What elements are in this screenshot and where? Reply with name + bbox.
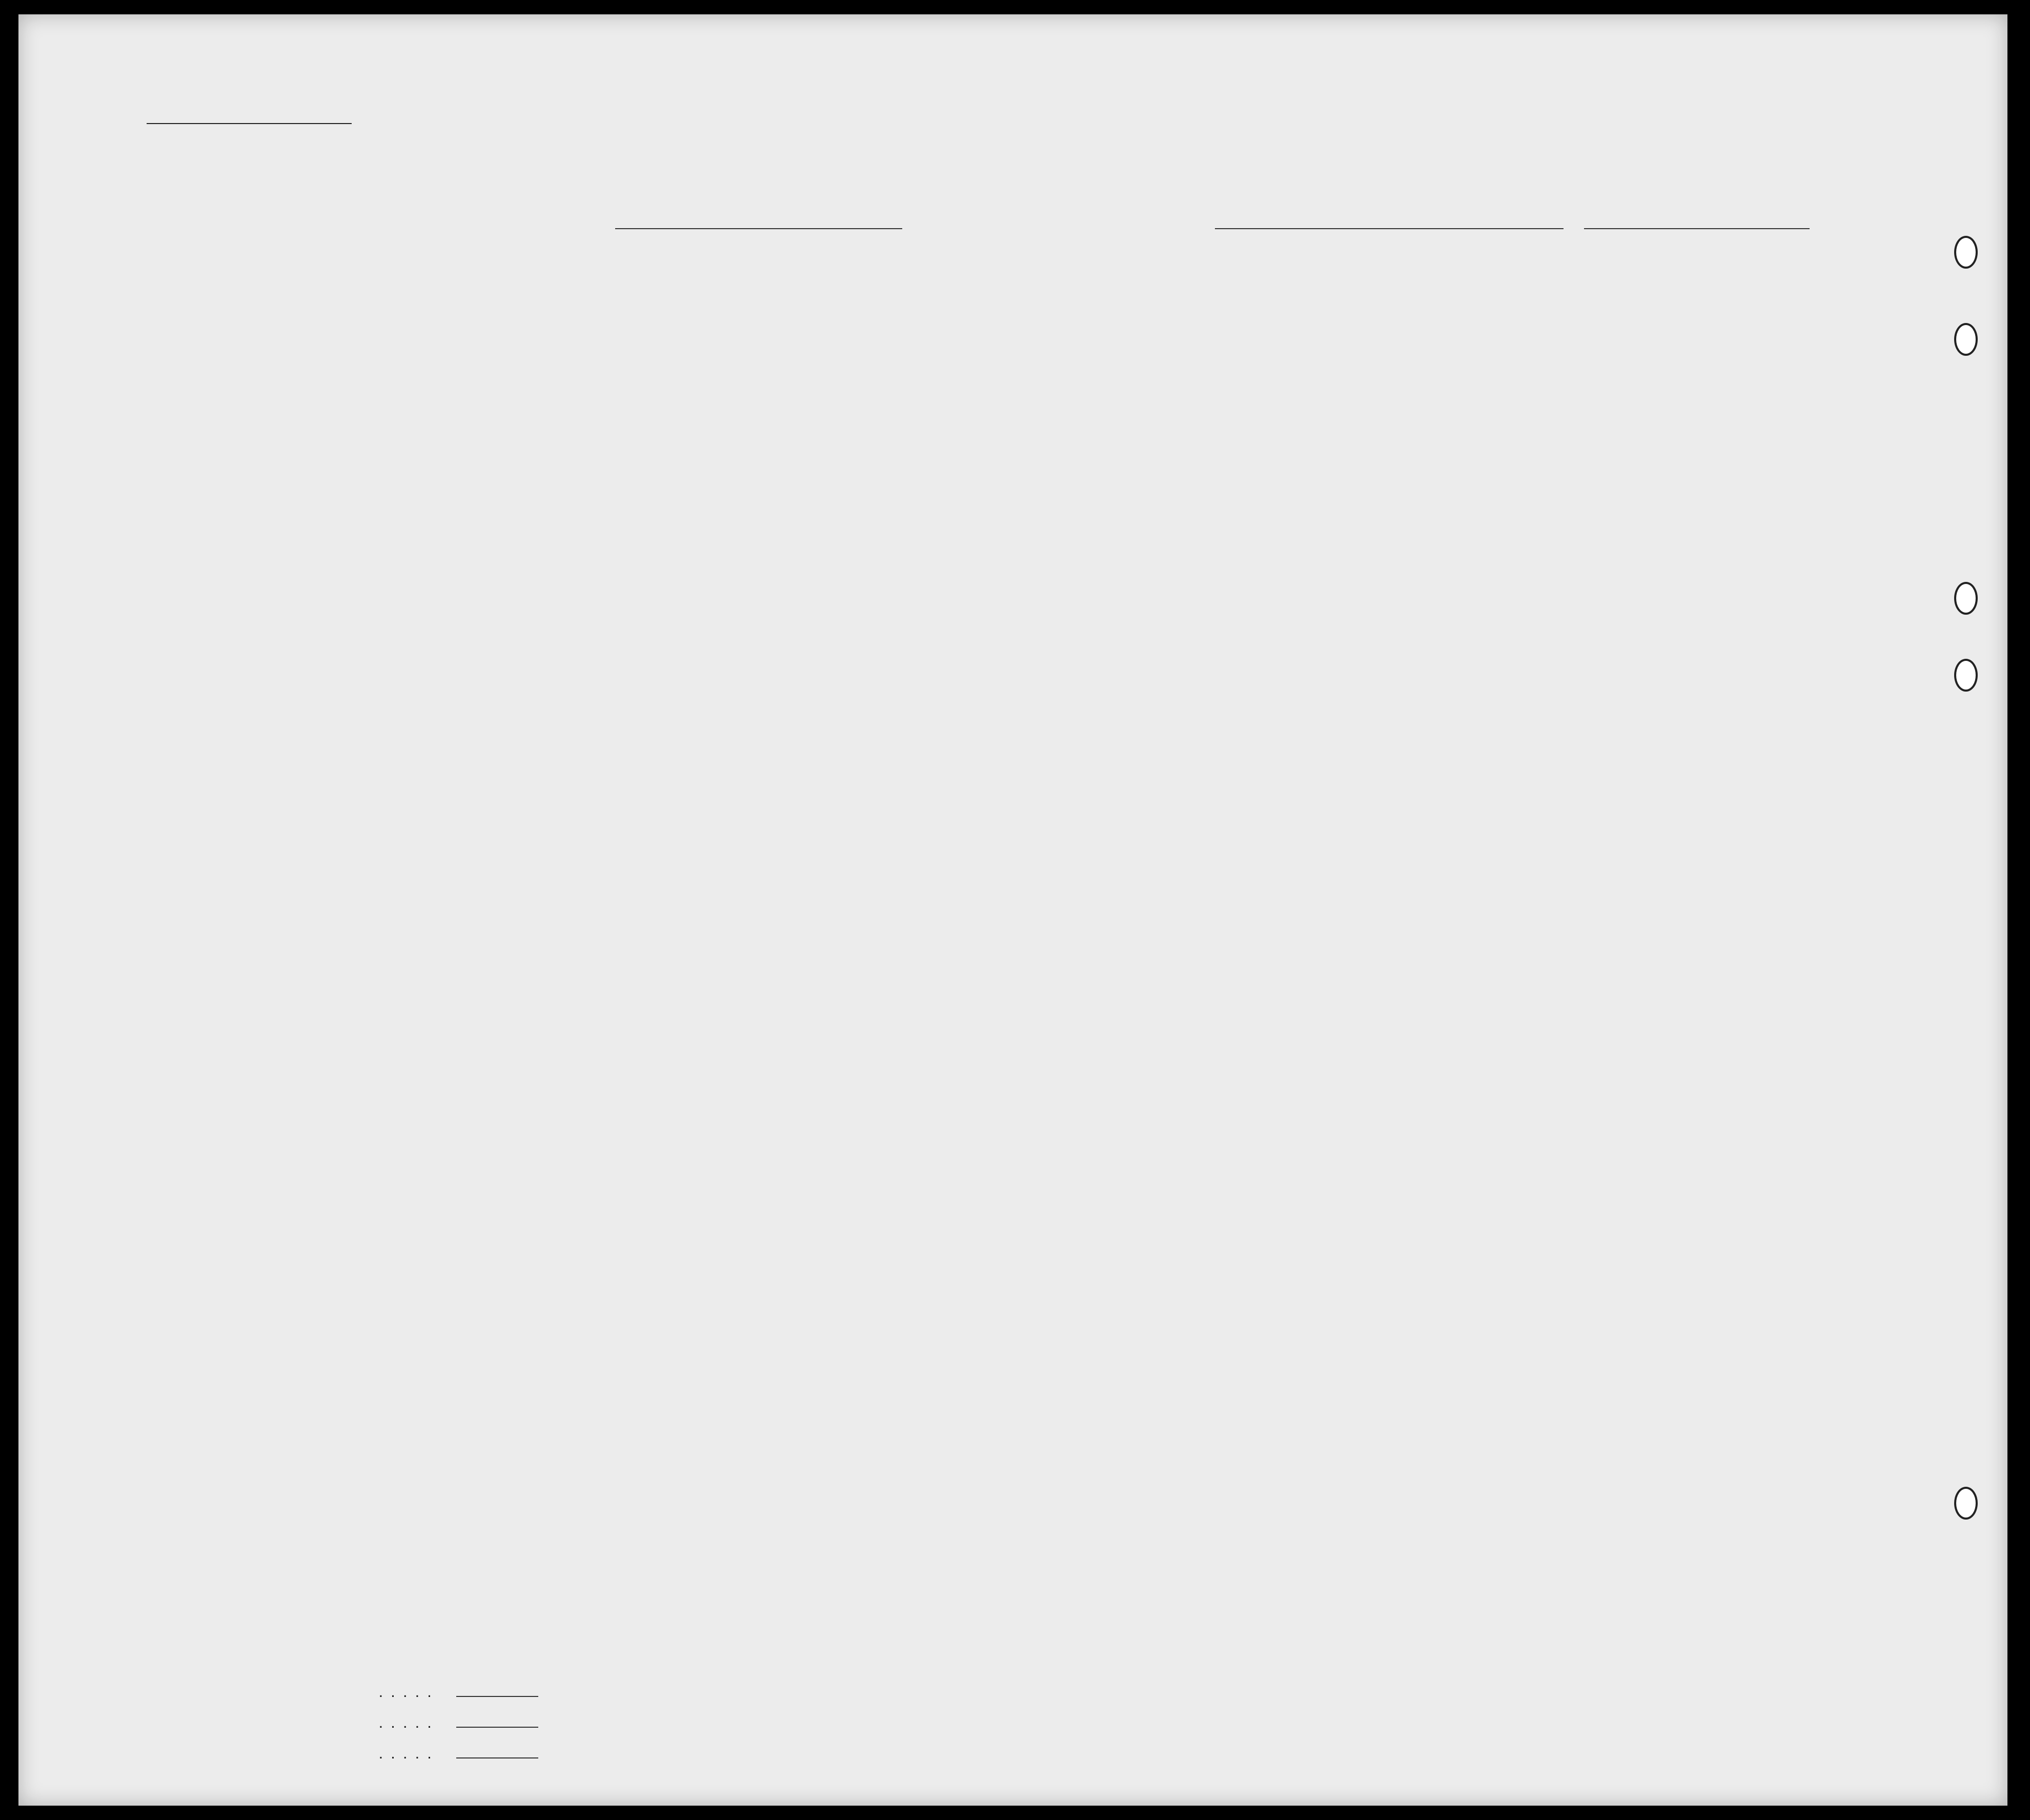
punch-hole xyxy=(1954,582,1978,615)
us-citizens-value xyxy=(456,1727,538,1728)
total-passengers-row: . . . . . xyxy=(226,1688,538,1700)
punch-hole xyxy=(1954,1487,1978,1520)
aliens-row: . . . . . xyxy=(226,1749,538,1762)
us-citizens-row: . . . . . xyxy=(226,1718,538,1731)
total-passengers-value xyxy=(456,1696,538,1697)
punch-hole xyxy=(1954,323,1978,356)
aliens-value xyxy=(456,1757,538,1758)
punch-hole xyxy=(1954,659,1978,692)
punch-hole xyxy=(1954,236,1978,269)
